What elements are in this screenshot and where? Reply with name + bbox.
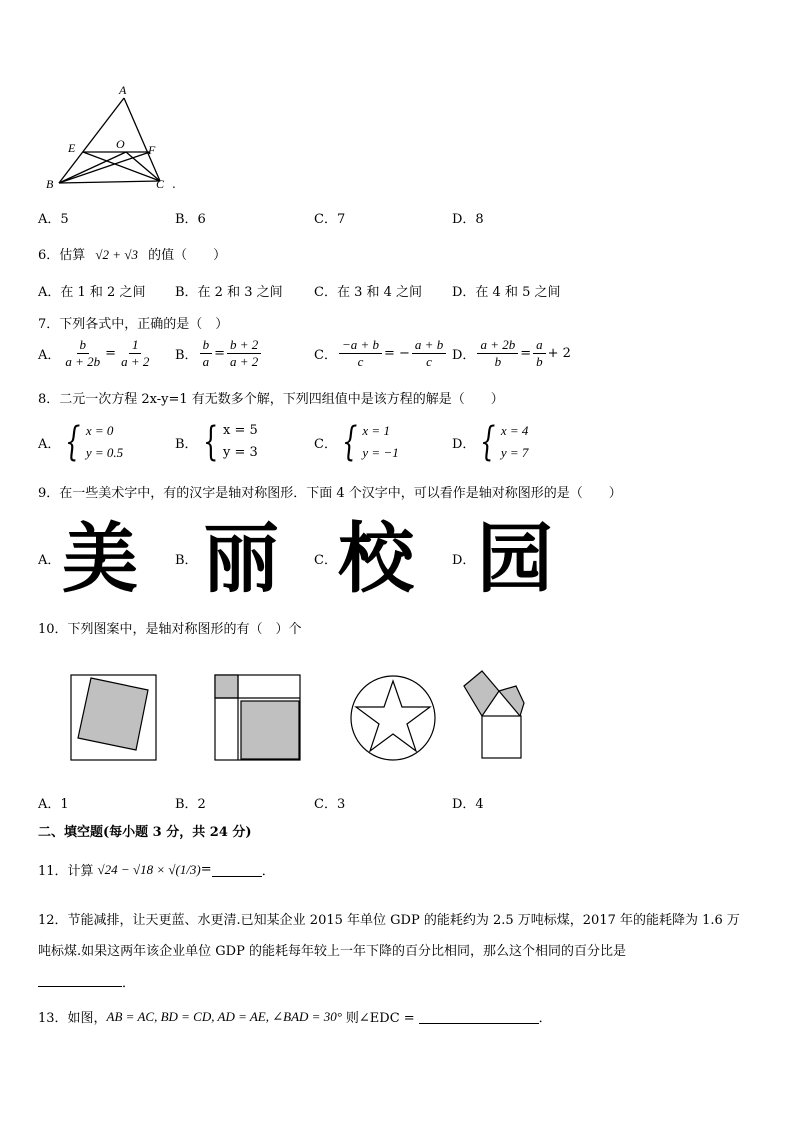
q8-c-system: { x = 1 y = −1 [342, 419, 399, 465]
pattern-split-square [214, 674, 302, 762]
q7-b-label: B． [175, 348, 198, 363]
q6-suffix: 的值（ ） [148, 248, 227, 263]
q12-answer-blank[interactable] [38, 972, 122, 987]
label-O: O [116, 137, 125, 151]
q7-b-right-fraction: $\frac{b + 2}{a + 2}$ [227, 337, 261, 370]
pattern-tilted-square [70, 674, 158, 762]
q13-stem: 13．如图， AB = AC, BD = CD, AD = AE, ∠BAD = 30° 则∠EDC = ． [38, 1008, 552, 1026]
q6-stem [38, 244, 226, 263]
pythagoras-base-square [482, 716, 521, 758]
q13-mid: 则∠EDC = [345, 1011, 415, 1026]
q9-option-a-label[interactable]: A． [38, 553, 61, 568]
q10-option-c[interactable]: C．3 [314, 797, 346, 812]
q6-option-d[interactable]: D．在 4 和 5 之间 [452, 285, 561, 300]
q7-c-left-fraction: $\frac{-a + b}{c}$ [339, 337, 382, 370]
q7-d-right-fraction: $\frac{a}{b}$ [533, 337, 546, 370]
q7-a-label: A． [38, 348, 61, 363]
q12-line2: 吨标煤.如果这两年该企业单位 GDP 的能耗每年较上一年下降的百分比相同，那么这个相同的百分比是 [38, 944, 626, 959]
label-E: E [68, 141, 76, 155]
q13-answer-blank[interactable] [419, 1009, 539, 1024]
q12-line1: 12．节能减排，让天更蓝、水更清.已知某企业 2015 年单位 GDP 的能耗约为 2.5 万吨标煤，2017 年的能耗降为 1.6 万 [38, 913, 740, 928]
q13-prefix: 13．如图， [38, 1011, 107, 1026]
q10-stem: 10．下列图案中，是轴对称图形的有（ ）个 [38, 622, 302, 637]
q8-stem: 8．二元一次方程 2x-y=1 有无数多个解，下列四组值中是该方程的解是（ ） [38, 392, 504, 407]
pattern-star-circle [349, 673, 439, 763]
q8-option-b[interactable]: B． { x = 5 y = 3 [175, 419, 258, 465]
section-heading: 二、填空题(每小题 3 分，共 24 分) [38, 825, 252, 840]
q7-d-left-fraction: $\frac{a + 2b}{b}$ [477, 337, 518, 370]
q7-d-label: D． [452, 348, 476, 363]
q7-stem: 7．下列各式中，正确的是（ ） [38, 317, 229, 332]
q10-option-d[interactable]: D．4 [452, 797, 484, 812]
q5-option-c[interactable]: C．7 [314, 212, 346, 227]
pythagoras-small-square [499, 686, 524, 716]
label-A: A [119, 83, 127, 97]
q9-option-b-label[interactable]: B． [175, 553, 198, 568]
q8-b-system: { x = 5 y = 3 [202, 419, 258, 465]
q6-expression: √2 + √3 [95, 247, 138, 262]
tilted-square-fill [78, 678, 148, 750]
label-C: C [156, 177, 165, 191]
q8-option-a[interactable]: A． { x = 0 y = 0.5 [38, 419, 124, 465]
q7-option-c[interactable]: C． $\frac{-a + b}{c}$ = − $\frac{a + b}{c}$ [314, 337, 448, 370]
q5-option-d[interactable]: D．8 [452, 212, 484, 227]
pattern-pythagoras [460, 668, 550, 763]
q6-option-c[interactable]: C．在 3 和 4 之间 [314, 285, 423, 300]
q8-option-c[interactable]: C． { x = 1 y = −1 [314, 419, 399, 465]
q11-prefix: 11．计算 [38, 864, 94, 879]
q7-c-right-fraction: $\frac{a + b}{c}$ [412, 337, 446, 370]
label-F: F [148, 143, 156, 157]
q7-a-left-fraction: $\frac{b}{a + 2b}$ [65, 337, 101, 369]
pythagoras-large-square [464, 671, 499, 716]
q8-option-d[interactable]: D． { x = 4 y = 7 [452, 419, 529, 465]
svg-text:.: . [172, 177, 176, 191]
q5-option-a[interactable]: A．5 [38, 212, 69, 227]
q13-expression: AB = AC, BD = CD, AD = AE, ∠BAD = 30° [106, 1008, 342, 1024]
large-square-fill [241, 701, 299, 759]
q9-option-c-label[interactable]: C． [314, 553, 337, 568]
q7-option-d[interactable]: D． $\frac{a + 2b}{b}$ = $\frac{a}{b}$ + 2 [452, 337, 571, 369]
q8-a-system: { x = 0 y = 0.5 [65, 419, 124, 465]
q11-equals: = [200, 862, 212, 877]
q6-option-a[interactable]: A．在 1 和 2 之间 [38, 285, 146, 300]
q9-option-d-label[interactable]: D． [452, 553, 476, 568]
q7-option-b[interactable]: B． $\frac{b}{a}$ = $\frac{b + 2}{a + 2}$ [175, 337, 263, 370]
triangle-figure [40, 80, 190, 195]
q6-prefix: 6．估算 [38, 248, 86, 263]
char-mei: 美 [62, 514, 138, 603]
q12-answer-row: ． [38, 972, 135, 991]
q8-d-system: { x = 4 y = 7 [480, 419, 529, 465]
char-yuan: 园 [477, 514, 553, 603]
q7-b-left-fraction: $\frac{b}{a}$ [200, 337, 213, 370]
q7-option-a[interactable]: A． $\frac{b}{a + 2b}$ = $\frac{1}{a + 2}$ [38, 337, 154, 370]
q6-option-b[interactable]: B．在 2 和 3 之间 [175, 285, 283, 300]
q11-answer-blank[interactable] [212, 862, 262, 877]
q11-expression: √24 − √18 × √(1/3) [97, 861, 201, 877]
small-square-fill [215, 675, 238, 698]
q9-stem: 9．在一些美术字中，有的汉字是轴对称图形．下面 4 个汉字中，可以看作是轴对称图形的是（ ） [38, 486, 622, 501]
char-li: 丽 [203, 514, 279, 603]
q10-option-b[interactable]: B．2 [175, 797, 206, 812]
q7-a-right-fraction: $\frac{1}{a + 2}$ [121, 337, 150, 369]
char-xiao: 校 [338, 514, 414, 603]
label-B: B [46, 177, 54, 191]
q7-c-label: C． [314, 348, 337, 363]
q10-option-a[interactable]: A．1 [38, 797, 69, 812]
q5-option-b[interactable]: B．6 [175, 212, 206, 227]
q11-stem: 11．计算 √24 − √18 × √(1/3) = ． [38, 861, 275, 879]
